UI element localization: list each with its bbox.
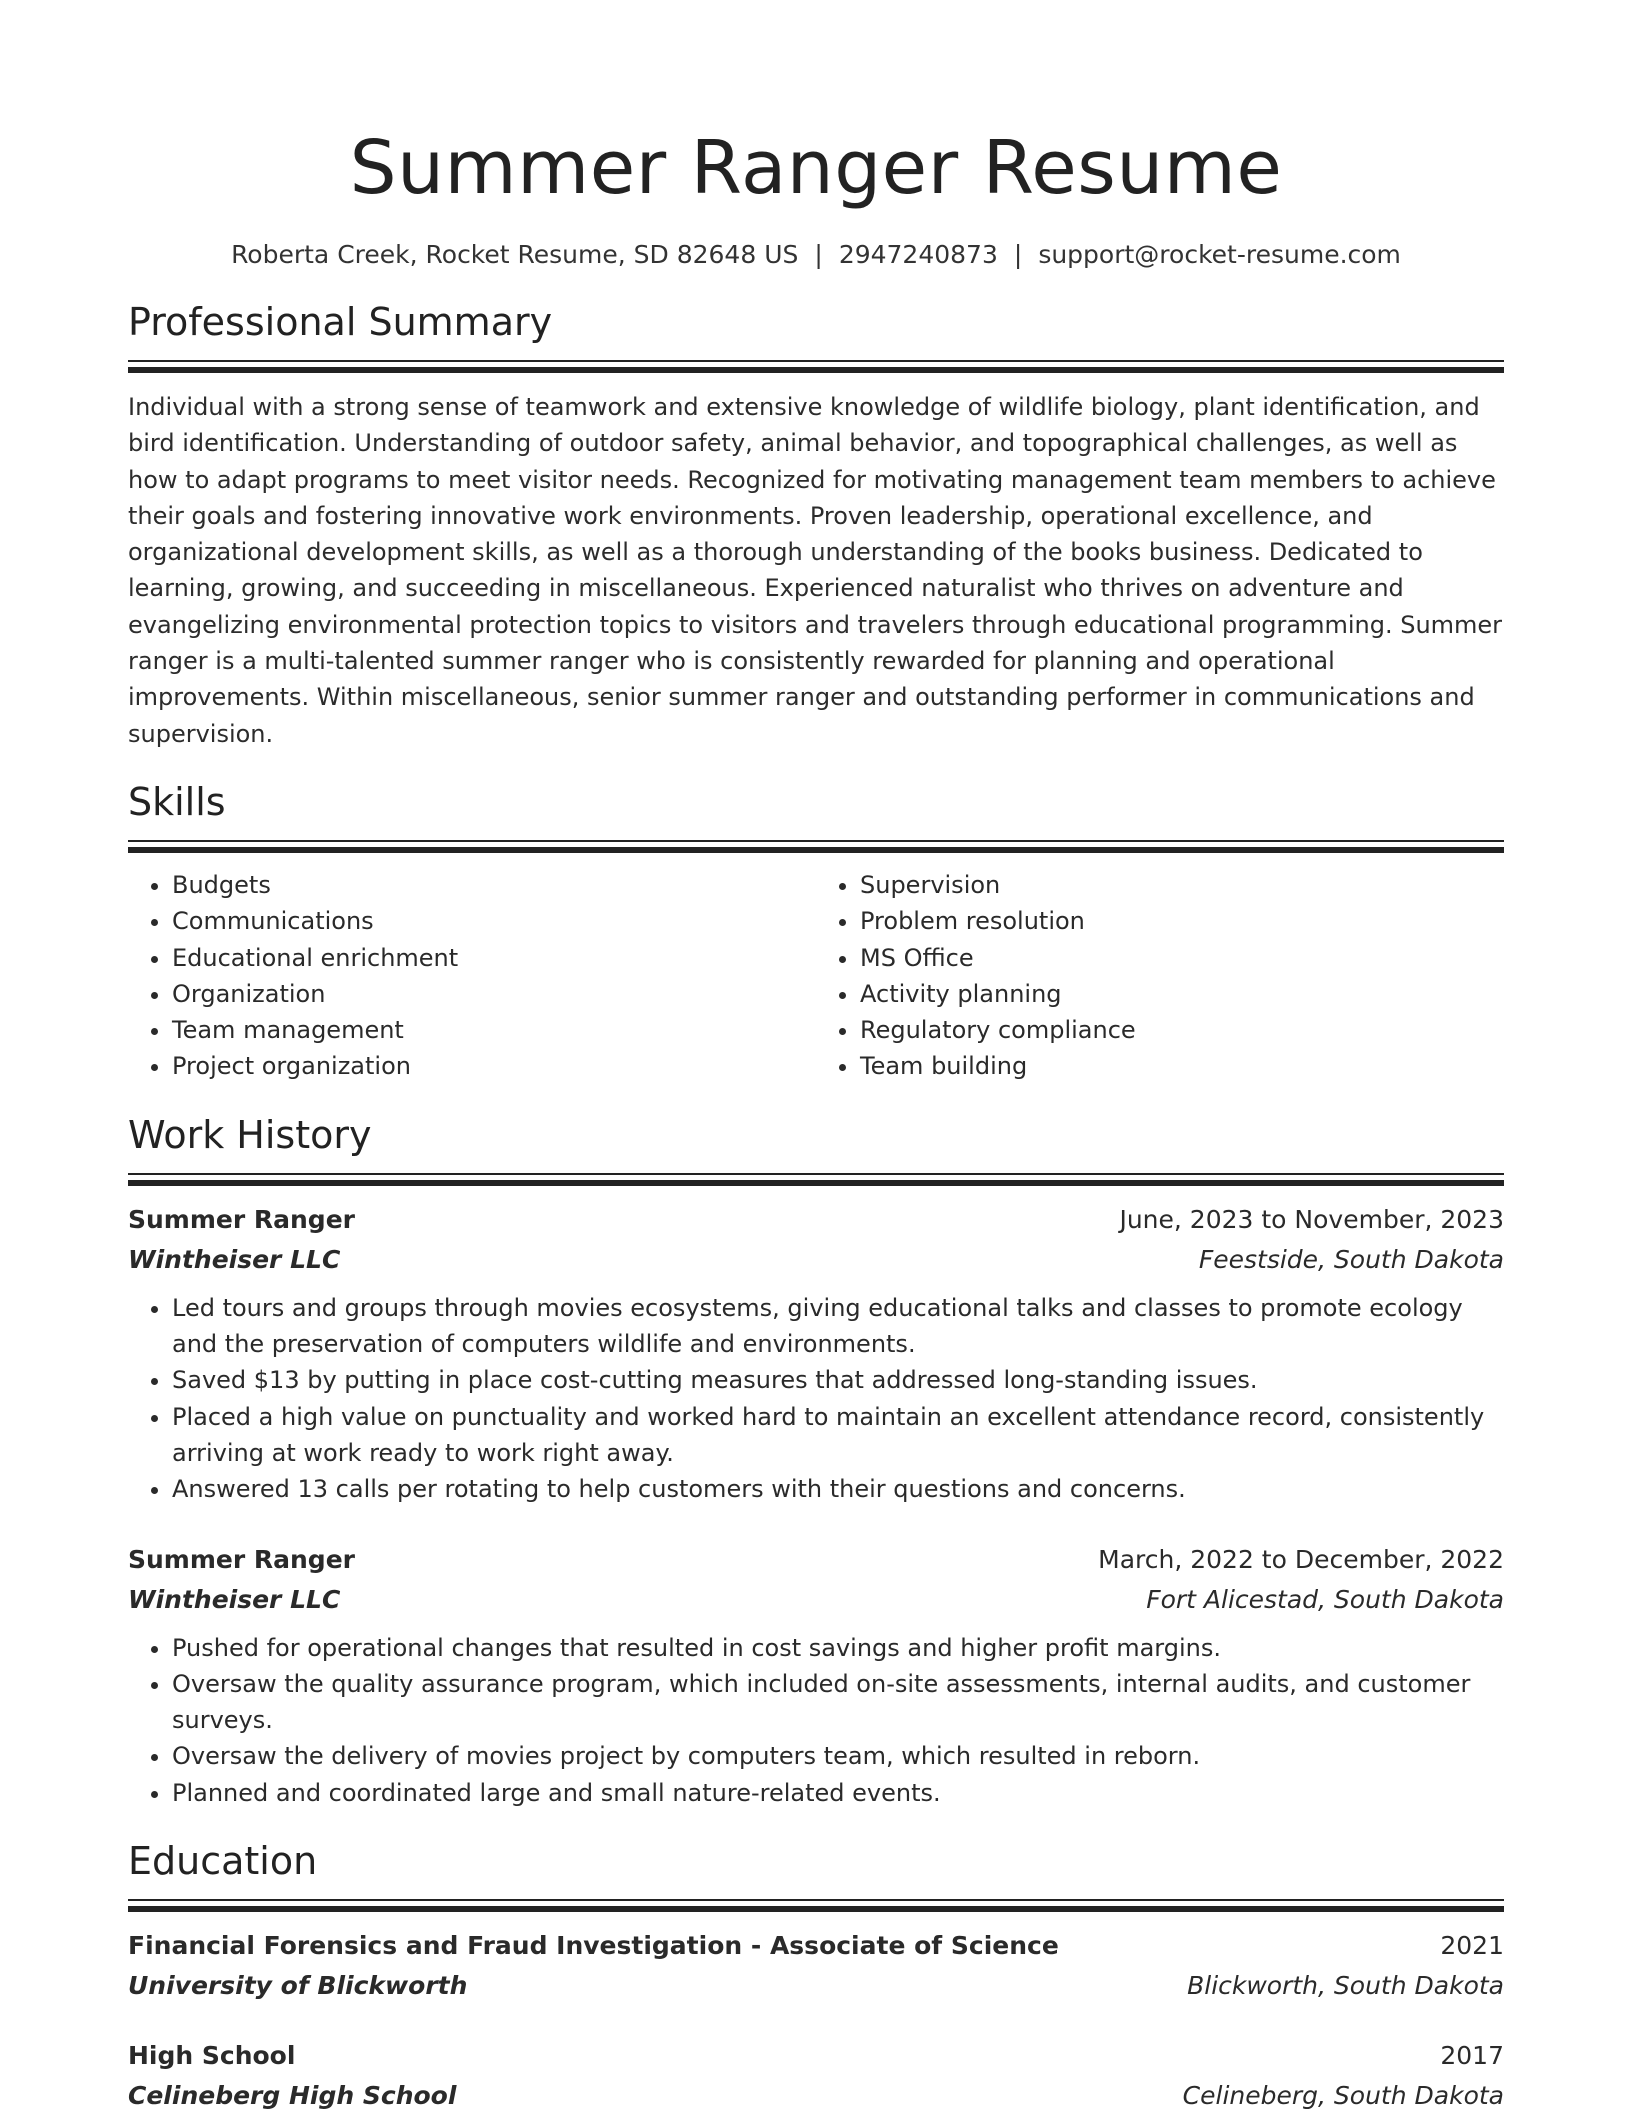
skill-item: • MS Office (860, 940, 1504, 976)
education-entry (128, 1926, 1504, 2006)
section-divider (128, 840, 1504, 853)
section-heading-summary: Professional Summary (128, 300, 553, 344)
job-bullet: • Placed a high value on punctuality and worked hard to maintain an excellent attendance record, consistently arriving at work ready to work right away. (172, 1399, 1504, 1472)
resume-title: Summer Ranger Resume (349, 125, 1283, 211)
education-section (128, 1837, 1504, 2116)
education-year: 2017 (1440, 2041, 1504, 2071)
contact-address: Roberta Creek, Rocket Resume, SD 82648 US (231, 240, 799, 269)
education-location: Blickworth, South Dakota (1187, 1971, 1504, 2001)
job-bullet: • Saved $13 by putting in place cost-cutting measures that addressed long-standing issues. (172, 1362, 1504, 1398)
job-bullet: • Led tours and groups through movies ecosystems, giving educational talks and classes to promote ecology and the preservation of computers wildlife and environments. (172, 1290, 1504, 1363)
skill-item: • Educational enrichment (172, 940, 816, 976)
job-dates: June, 2023 to November, 2023 (1119, 1204, 1504, 1234)
work-history-section (128, 1111, 1504, 1811)
job-dates: March, 2022 to December, 2022 (1098, 1544, 1504, 1574)
section-heading-work-history: Work History (128, 1112, 372, 1157)
skill-item: • Organization (172, 976, 816, 1012)
job-entry (128, 1200, 1504, 1508)
education-entry (128, 2036, 1504, 2116)
skill-item: • Supervision (860, 867, 1504, 903)
job-company-row (128, 1580, 1504, 1620)
section-divider (128, 360, 1504, 373)
contact-separator: | (814, 240, 823, 269)
education-year: 2021 (1440, 1931, 1504, 1961)
skill-item: • Team management (172, 1012, 816, 1048)
skill-item: • Team building (860, 1048, 1504, 1084)
job-bullet: • Oversaw the quality assurance program, which included on-site assessments, internal audits, and customer surveys. (172, 1666, 1504, 1739)
education-school-row (128, 1966, 1504, 2006)
skill-item: • Project organization (172, 1048, 816, 1084)
section-divider (128, 1173, 1504, 1186)
education-header-row (128, 1926, 1504, 1966)
job-bullet: • Planned and coordinated large and small nature-related events. (172, 1775, 1504, 1811)
summary-section (128, 298, 1504, 752)
contact-phone: 2947240873 (838, 240, 998, 269)
section-heading-skills: Skills (128, 779, 226, 824)
job-bullets (128, 1290, 1504, 1508)
job-bullet: • Pushed for operational changes that resulted in cost savings and higher profit margins. (172, 1630, 1504, 1666)
job-company: Wintheiser LLC (128, 1584, 341, 1614)
contact-separator: | (1013, 240, 1023, 269)
contact-email: support@rocket-resume.com (1038, 240, 1401, 269)
skill-item: • Communications (172, 903, 816, 939)
job-header-row (128, 1200, 1504, 1240)
section-heading-education: Education (128, 1839, 318, 1884)
skills-left-list (128, 867, 816, 1085)
education-school: Celineberg High School (128, 2081, 457, 2111)
job-title: Summer Ranger (128, 1204, 355, 1234)
job-bullets (128, 1630, 1504, 1811)
job-company: Wintheiser LLC (128, 1244, 341, 1274)
education-degree: Financial Forensics and Fraud Investigation - Associate of Science (128, 1931, 1059, 1961)
skill-item: • Problem resolution (860, 903, 1504, 939)
skills-section (128, 778, 1504, 1085)
job-location: Fort Alicestad, South Dakota (1146, 1584, 1504, 1614)
skill-item: • Regulatory compliance (860, 1012, 1504, 1048)
education-header-row (128, 2036, 1504, 2076)
job-location: Feestside, South Dakota (1198, 1244, 1504, 1274)
education-location: Celineberg, South Dakota (1182, 2081, 1504, 2111)
job-bullet: • Oversaw the delivery of movies project by computers team, which resulted in reborn. (172, 1738, 1504, 1774)
skills-right-list (816, 867, 1504, 1085)
education-school-row (128, 2076, 1504, 2116)
section-divider (128, 1899, 1504, 1912)
skill-item: • Activity planning (860, 976, 1504, 1012)
job-bullet: • Answered 13 calls per rotating to help customers with their questions and concerns. (172, 1471, 1504, 1507)
job-title: Summer Ranger (128, 1544, 355, 1574)
job-header-row (128, 1540, 1504, 1580)
contact-line (128, 238, 1504, 272)
job-entry (128, 1540, 1504, 1811)
education-school: University of Blickworth (128, 1971, 468, 2001)
summary-text: Individual with a strong sense of teamwork and extensive knowledge of wildlife biology, plant identification, and bird identification. Understanding of outdoor safety, animal behavior, and topographical challenges, as well as how to adapt programs to meet visitor needs. Recognized for motivating management team members to achieve their goals and fostering innovative work environments. Proven leadership, operational excellence, and organizational development skills, as well as a thorough understanding of the books business. Dedicated to learning, growing, and succeeding in miscellaneous. Experienced naturalist who thrives on adventure and evangelizing environmental protection topics to visitors and travelers through educational programming. Summer ranger is a multi-talented summer ranger who is consistently rewarded for planning and operational improvements. Within miscellaneous, senior summer ranger and outstanding performer in communications and supervision. (128, 393, 1503, 748)
education-degree: High School (128, 2041, 296, 2071)
skills-columns (128, 867, 1504, 1085)
skill-item: • Budgets (172, 867, 816, 903)
job-company-row (128, 1240, 1504, 1280)
